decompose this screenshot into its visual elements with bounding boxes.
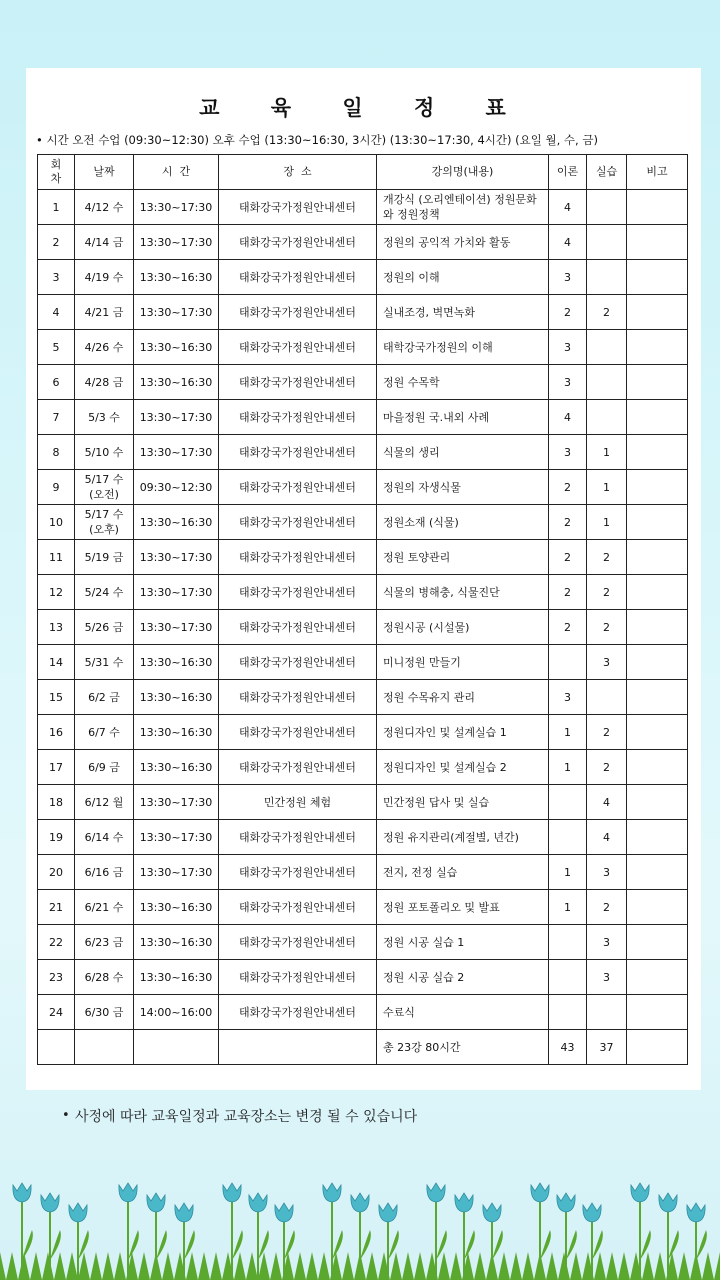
cell-theory: 3	[549, 260, 587, 295]
cell-subject: 전지, 전정 실습	[377, 855, 549, 890]
cell-date: 5/17 수 (오후)	[75, 505, 134, 540]
cell-date: 5/24 수	[75, 575, 134, 610]
total-remarks	[627, 1030, 688, 1065]
cell-practice	[587, 225, 627, 260]
cell-time: 13:30~16:30	[134, 260, 219, 295]
cell-time: 13:30~17:30	[134, 820, 219, 855]
cell-practice: 1	[587, 470, 627, 505]
cell-subject: 민간정원 답사 및 실습	[377, 785, 549, 820]
cell-session: 11	[38, 540, 75, 575]
header-place: 장 소	[219, 155, 377, 190]
header-date: 날짜	[75, 155, 134, 190]
cell-place: 태화강국가정원안내센터	[219, 820, 377, 855]
cell-place: 태화강국가정원안내센터	[219, 470, 377, 505]
total-practice: 37	[587, 1030, 627, 1065]
cell-date: 6/7 수	[75, 715, 134, 750]
cell-subject: 정원 시공 실습 1	[377, 925, 549, 960]
cell-practice: 2	[587, 540, 627, 575]
cell-place: 태화강국가정원안내센터	[219, 995, 377, 1030]
cell-time: 13:30~16:30	[134, 925, 219, 960]
cell-practice: 1	[587, 435, 627, 470]
cell-practice: 3	[587, 925, 627, 960]
cell-date: 6/30 금	[75, 995, 134, 1030]
cell-practice	[587, 330, 627, 365]
cell-session: 7	[38, 400, 75, 435]
cell-time: 13:30~17:30	[134, 190, 219, 225]
cell-remarks	[627, 540, 688, 575]
cell-remarks	[627, 295, 688, 330]
header-subject: 강의명(내용)	[377, 155, 549, 190]
cell-subject: 정원디자인 및 설계실습 2	[377, 750, 549, 785]
cell-practice: 3	[587, 855, 627, 890]
cell-remarks	[627, 610, 688, 645]
cell-practice: 2	[587, 890, 627, 925]
cell-place: 태화강국가정원안내센터	[219, 925, 377, 960]
tulip-icon	[13, 1183, 33, 1280]
table-row	[38, 365, 688, 400]
cell-time: 13:30~16:30	[134, 680, 219, 715]
cell-place: 태화강국가정원안내센터	[219, 855, 377, 890]
cell-remarks	[627, 995, 688, 1030]
table-row	[38, 995, 688, 1030]
cell-theory: 1	[549, 855, 587, 890]
cell-time: 13:30~17:30	[134, 295, 219, 330]
cell-theory: 1	[549, 750, 587, 785]
cell-subject: 정원의 이해	[377, 260, 549, 295]
cell-remarks	[627, 750, 688, 785]
table-row	[38, 260, 688, 295]
schedule-table	[37, 154, 688, 1065]
cell-remarks	[627, 505, 688, 540]
cell-date: 6/9 금	[75, 750, 134, 785]
tulip-icon	[147, 1193, 167, 1280]
cell-place: 태화강국가정원안내센터	[219, 750, 377, 785]
cell-place: 태화강국가정원안내센터	[219, 540, 377, 575]
cell-subject: 정원디자인 및 설계실습 1	[377, 715, 549, 750]
cell-time: 13:30~17:30	[134, 575, 219, 610]
total-row	[38, 1030, 688, 1065]
cell-remarks	[627, 330, 688, 365]
cell-time: 13:30~17:30	[134, 785, 219, 820]
cell-subject: 정원의 자생식물	[377, 470, 549, 505]
cell-theory: 2	[549, 575, 587, 610]
table-row	[38, 960, 688, 995]
cell-place: 태화강국가정원안내센터	[219, 610, 377, 645]
cell-subject: 정원 유지관리(계절별, 년간)	[377, 820, 549, 855]
cell-date: 5/19 금	[75, 540, 134, 575]
cell-place: 태화강국가정원안내센터	[219, 400, 377, 435]
cell-theory: 3	[549, 435, 587, 470]
cell-date: 6/12 월	[75, 785, 134, 820]
cell-theory: 4	[549, 190, 587, 225]
cell-session: 24	[38, 995, 75, 1030]
total-label: 총 23강 80시간	[377, 1030, 549, 1065]
cell-session: 17	[38, 750, 75, 785]
table-row	[38, 330, 688, 365]
cell-subject: 정원 수목학	[377, 365, 549, 400]
cell-theory	[549, 995, 587, 1030]
tulip-icon	[687, 1203, 707, 1280]
cell-session: 14	[38, 645, 75, 680]
cell-practice	[587, 260, 627, 295]
cell-place: 태화강국가정원안내센터	[219, 575, 377, 610]
cell-place: 태화강국가정원안내센터	[219, 225, 377, 260]
cell-time: 13:30~16:30	[134, 365, 219, 400]
table-row	[38, 890, 688, 925]
cell-remarks	[627, 960, 688, 995]
cell-date: 4/28 금	[75, 365, 134, 400]
cell-subject: 정원시공 (시설물)	[377, 610, 549, 645]
cell-date: 4/12 수	[75, 190, 134, 225]
cell-subject: 정원의 공익적 가치와 활동	[377, 225, 549, 260]
table-row	[38, 645, 688, 680]
cell-practice: 2	[587, 750, 627, 785]
cell-practice: 3	[587, 645, 627, 680]
cell-place: 태화강국가정원안내센터	[219, 260, 377, 295]
tulip-icon	[531, 1183, 551, 1280]
cell-remarks	[627, 645, 688, 680]
cell-subject: 마을정원 국.내외 사례	[377, 400, 549, 435]
total-empty-2	[75, 1030, 134, 1065]
cell-practice: 3	[587, 960, 627, 995]
class-time-note	[36, 132, 598, 148]
cell-theory: 1	[549, 715, 587, 750]
table-row	[38, 820, 688, 855]
cell-session: 1	[38, 190, 75, 225]
cell-place: 태화강국가정원안내센터	[219, 505, 377, 540]
cell-practice: 4	[587, 785, 627, 820]
cell-date: 6/28 수	[75, 960, 134, 995]
cell-time: 13:30~17:30	[134, 400, 219, 435]
cell-time: 13:30~16:30	[134, 330, 219, 365]
cell-session: 4	[38, 295, 75, 330]
cell-date: 6/16 금	[75, 855, 134, 890]
cell-place: 태화강국가정원안내센터	[219, 890, 377, 925]
table-row	[38, 575, 688, 610]
cell-time: 13:30~17:30	[134, 855, 219, 890]
cell-date: 5/17 수 (오전)	[75, 470, 134, 505]
table-row	[38, 855, 688, 890]
cell-remarks	[627, 225, 688, 260]
cell-place: 태화강국가정원안내센터	[219, 365, 377, 400]
cell-theory: 4	[549, 225, 587, 260]
cell-practice	[587, 995, 627, 1030]
cell-date: 5/26 금	[75, 610, 134, 645]
cell-subject: 식물의 생리	[377, 435, 549, 470]
cell-theory: 2	[549, 295, 587, 330]
cell-theory: 3	[549, 330, 587, 365]
header-row	[38, 155, 688, 190]
cell-date: 4/14 금	[75, 225, 134, 260]
schedule-paper	[26, 68, 701, 1090]
cell-session: 3	[38, 260, 75, 295]
header-session: 회차	[38, 155, 75, 190]
cell-place: 태화강국가정원안내센터	[219, 190, 377, 225]
tulip-icon	[483, 1203, 503, 1280]
cell-subject: 정원 시공 실습 2	[377, 960, 549, 995]
cell-session: 8	[38, 435, 75, 470]
cell-remarks	[627, 925, 688, 960]
cell-place: 태화강국가정원안내센터	[219, 715, 377, 750]
cell-time: 09:30~12:30	[134, 470, 219, 505]
cell-theory: 2	[549, 610, 587, 645]
cell-practice: 4	[587, 820, 627, 855]
cell-session: 21	[38, 890, 75, 925]
page-title: 교 육 일 정 표	[199, 95, 528, 120]
footer-bullet: •	[62, 1108, 70, 1123]
cell-practice	[587, 190, 627, 225]
table-row	[38, 505, 688, 540]
cell-session: 15	[38, 680, 75, 715]
cell-session: 16	[38, 715, 75, 750]
cell-practice: 2	[587, 610, 627, 645]
cell-session: 23	[38, 960, 75, 995]
cell-practice: 1	[587, 505, 627, 540]
cell-time: 13:30~17:30	[134, 435, 219, 470]
table-row	[38, 435, 688, 470]
cell-place: 태화강국가정원안내센터	[219, 435, 377, 470]
cell-practice	[587, 680, 627, 715]
cell-remarks	[627, 365, 688, 400]
table-row	[38, 680, 688, 715]
cell-practice	[587, 365, 627, 400]
table-row	[38, 715, 688, 750]
header-time: 시 간	[134, 155, 219, 190]
cell-date: 6/21 수	[75, 890, 134, 925]
cell-remarks	[627, 785, 688, 820]
table-row	[38, 785, 688, 820]
cell-time: 13:30~17:30	[134, 225, 219, 260]
cell-time: 13:30~16:30	[134, 645, 219, 680]
cell-subject: 식물의 병해충, 식물진단	[377, 575, 549, 610]
header-theory: 이론	[549, 155, 587, 190]
cell-subject: 실내조경, 벽면녹화	[377, 295, 549, 330]
cell-practice: 2	[587, 715, 627, 750]
cell-theory: 3	[549, 680, 587, 715]
cell-remarks	[627, 575, 688, 610]
cell-practice: 2	[587, 295, 627, 330]
cell-session: 13	[38, 610, 75, 645]
cell-remarks	[627, 890, 688, 925]
table-row	[38, 400, 688, 435]
cell-subject: 정원 포토폴리오 및 발표	[377, 890, 549, 925]
total-empty-4	[219, 1030, 377, 1065]
cell-remarks	[627, 680, 688, 715]
cell-theory: 1	[549, 890, 587, 925]
cell-place: 태화강국가정원안내센터	[219, 960, 377, 995]
cell-date: 6/2 금	[75, 680, 134, 715]
table-row	[38, 470, 688, 505]
header-remarks: 비고	[627, 155, 688, 190]
cell-practice	[587, 400, 627, 435]
cell-remarks	[627, 190, 688, 225]
header-practice: 실습	[587, 155, 627, 190]
cell-remarks	[627, 400, 688, 435]
cell-subject: 태학강국가정원의 이해	[377, 330, 549, 365]
cell-place: 민간정원 체험	[219, 785, 377, 820]
cell-remarks	[627, 855, 688, 890]
cell-theory	[549, 960, 587, 995]
cell-subject: 개강식 (오리엔테이션) 정원문화와 정원정책	[377, 190, 549, 225]
cell-place: 태화강국가정원안내센터	[219, 645, 377, 680]
cell-place: 태화강국가정원안내센터	[219, 295, 377, 330]
note-text: 시간 오전 수업 (09:30~12:30) 오후 수업 (13:30~16:30, 3시간) (13:30~17:30, 4시간) (요일 월, 수, 금)	[46, 133, 598, 147]
table-row	[38, 190, 688, 225]
cell-time: 13:30~16:30	[134, 960, 219, 995]
cell-time: 13:30~17:30	[134, 610, 219, 645]
cell-remarks	[627, 260, 688, 295]
cell-subject: 정원 토양관리	[377, 540, 549, 575]
cell-date: 6/23 금	[75, 925, 134, 960]
total-empty-3	[134, 1030, 219, 1065]
cell-session: 19	[38, 820, 75, 855]
cell-subject: 수료식	[377, 995, 549, 1030]
total-empty-1	[38, 1030, 75, 1065]
cell-session: 2	[38, 225, 75, 260]
cell-remarks	[627, 435, 688, 470]
cell-time: 13:30~16:30	[134, 750, 219, 785]
cell-subject: 미니정원 만들기	[377, 645, 549, 680]
table-row	[38, 540, 688, 575]
cell-session: 9	[38, 470, 75, 505]
cell-theory: 3	[549, 365, 587, 400]
table-row	[38, 295, 688, 330]
cell-date: 5/3 수	[75, 400, 134, 435]
table-row	[38, 225, 688, 260]
cell-theory: 4	[549, 400, 587, 435]
cell-time: 13:30~16:30	[134, 715, 219, 750]
table-row	[38, 750, 688, 785]
cell-session: 12	[38, 575, 75, 610]
cell-time: 13:30~16:30	[134, 890, 219, 925]
cell-time: 13:30~17:30	[134, 540, 219, 575]
cell-theory	[549, 820, 587, 855]
cell-date: 4/19 수	[75, 260, 134, 295]
cell-remarks	[627, 715, 688, 750]
tulip-border-decoration	[0, 1160, 720, 1280]
cell-date: 5/10 수	[75, 435, 134, 470]
cell-remarks	[627, 820, 688, 855]
cell-session: 18	[38, 785, 75, 820]
total-theory: 43	[549, 1030, 587, 1065]
cell-remarks	[627, 470, 688, 505]
cell-session: 20	[38, 855, 75, 890]
cell-subject: 정원 수목유지 관리	[377, 680, 549, 715]
cell-session: 22	[38, 925, 75, 960]
cell-theory: 2	[549, 540, 587, 575]
cell-theory: 2	[549, 470, 587, 505]
cell-place: 태화강국가정원안내센터	[219, 680, 377, 715]
cell-date: 5/31 수	[75, 645, 134, 680]
tulip-icon	[351, 1193, 371, 1280]
cell-subject: 정원소재 (식물)	[377, 505, 549, 540]
cell-theory	[549, 645, 587, 680]
cell-practice: 2	[587, 575, 627, 610]
footer-notice: 사정에 따라 교육일정과 교육장소는 변경 될 수 있습니다	[75, 1109, 418, 1125]
cell-theory: 2	[549, 505, 587, 540]
table-row	[38, 925, 688, 960]
cell-date: 4/26 수	[75, 330, 134, 365]
cell-date: 6/14 수	[75, 820, 134, 855]
note-bullet: •	[36, 133, 43, 147]
cell-session: 10	[38, 505, 75, 540]
cell-theory	[549, 925, 587, 960]
cell-session: 6	[38, 365, 75, 400]
cell-time: 13:30~16:30	[134, 505, 219, 540]
cell-session: 5	[38, 330, 75, 365]
table-row	[38, 610, 688, 645]
cell-theory	[549, 785, 587, 820]
cell-date: 4/21 금	[75, 295, 134, 330]
cell-place: 태화강국가정원안내센터	[219, 330, 377, 365]
cell-time: 14:00~16:00	[134, 995, 219, 1030]
